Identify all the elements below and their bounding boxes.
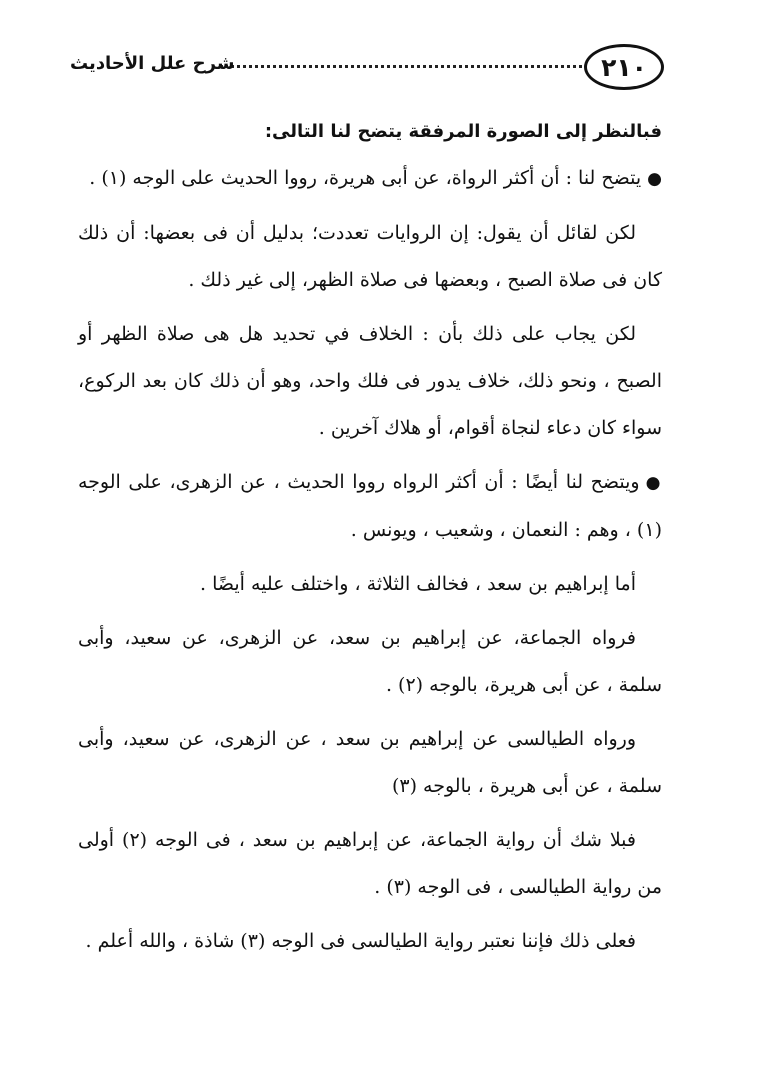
paragraph-6: فرواه الجماعة، عن إبراهيم بن سعد، عن الزهرى، عن سعيد، وأبى سلمة ، عن أبى هريرة، بالوجه (٢) . [78,627,662,696]
page-number: ٢١٠ [584,44,664,90]
paragraph-2: لكن لقائل أن يقول: إن الروايات تعددت؛ بدليل أن فى بعضها: أن ذلك كان فى صلاة الصبح ، وبعضها فى صلاة الظهر، إلى غير ذلك . [78,222,662,291]
bullet-icon: ● [647,169,662,189]
paragraph-5: أما إبراهيم بن سعد ، فخالف الثلاثة ، واختلف عليه أيضًا . [200,573,636,595]
paragraph-bullet-2 [78,459,662,554]
section-intro: فبالنظر إلى الصورة المرفقة يتضح لنا التالى: [264,121,662,142]
header-dotted-rule [220,65,582,68]
paragraph-3: لكن يجاب على ذلك بأن : الخلاف في تحديد هل هى صلاة الظهر أو الصبح ، ونحو ذلك، خلاف يدور فى فلك واحد، وهو أن ذلك كان بعد الركوع، سواء كان دعاء لنجاة أقوام، أو هلاك آخرين . [78,323,662,439]
running-header [70,44,664,94]
page-content [78,108,662,972]
paragraph-9: فعلى ذلك فإننا نعتبر رواية الطيالسى فى الوجه (٣) شاذة ، والله أعلم . [85,930,636,952]
paragraph-8: فبلا شك أن رواية الجماعة، عن إبراهيم بن سعد ، فى الوجه (٢) أولى من رواية الطيالسى ، فى الوجه (٣) . [78,829,662,898]
bullet-icon: ● [645,473,662,493]
paragraph-7: ورواه الطيالسى عن إبراهيم بن سعد ، عن الزهرى، عن سعيد، وأبى سلمة ، عن أبى هريرة ، بالوجه (٣) [78,728,662,797]
paragraph-text: يتضح لنا : أن أكثر الرواة، عن أبى هريرة، رووا الحديث على الوجه (١) . [89,167,642,189]
paragraph-text: ويتضح لنا أيضًا : أن أكثر الرواه رووا الحديث ، عن الزهرى، على الوجه (١) ، وهم : النعمان ، وشعيب ، ويونس . [78,471,662,541]
paragraph-bullet-1 [78,155,662,203]
book-title: شرح علل الأحاديث [70,53,235,74]
